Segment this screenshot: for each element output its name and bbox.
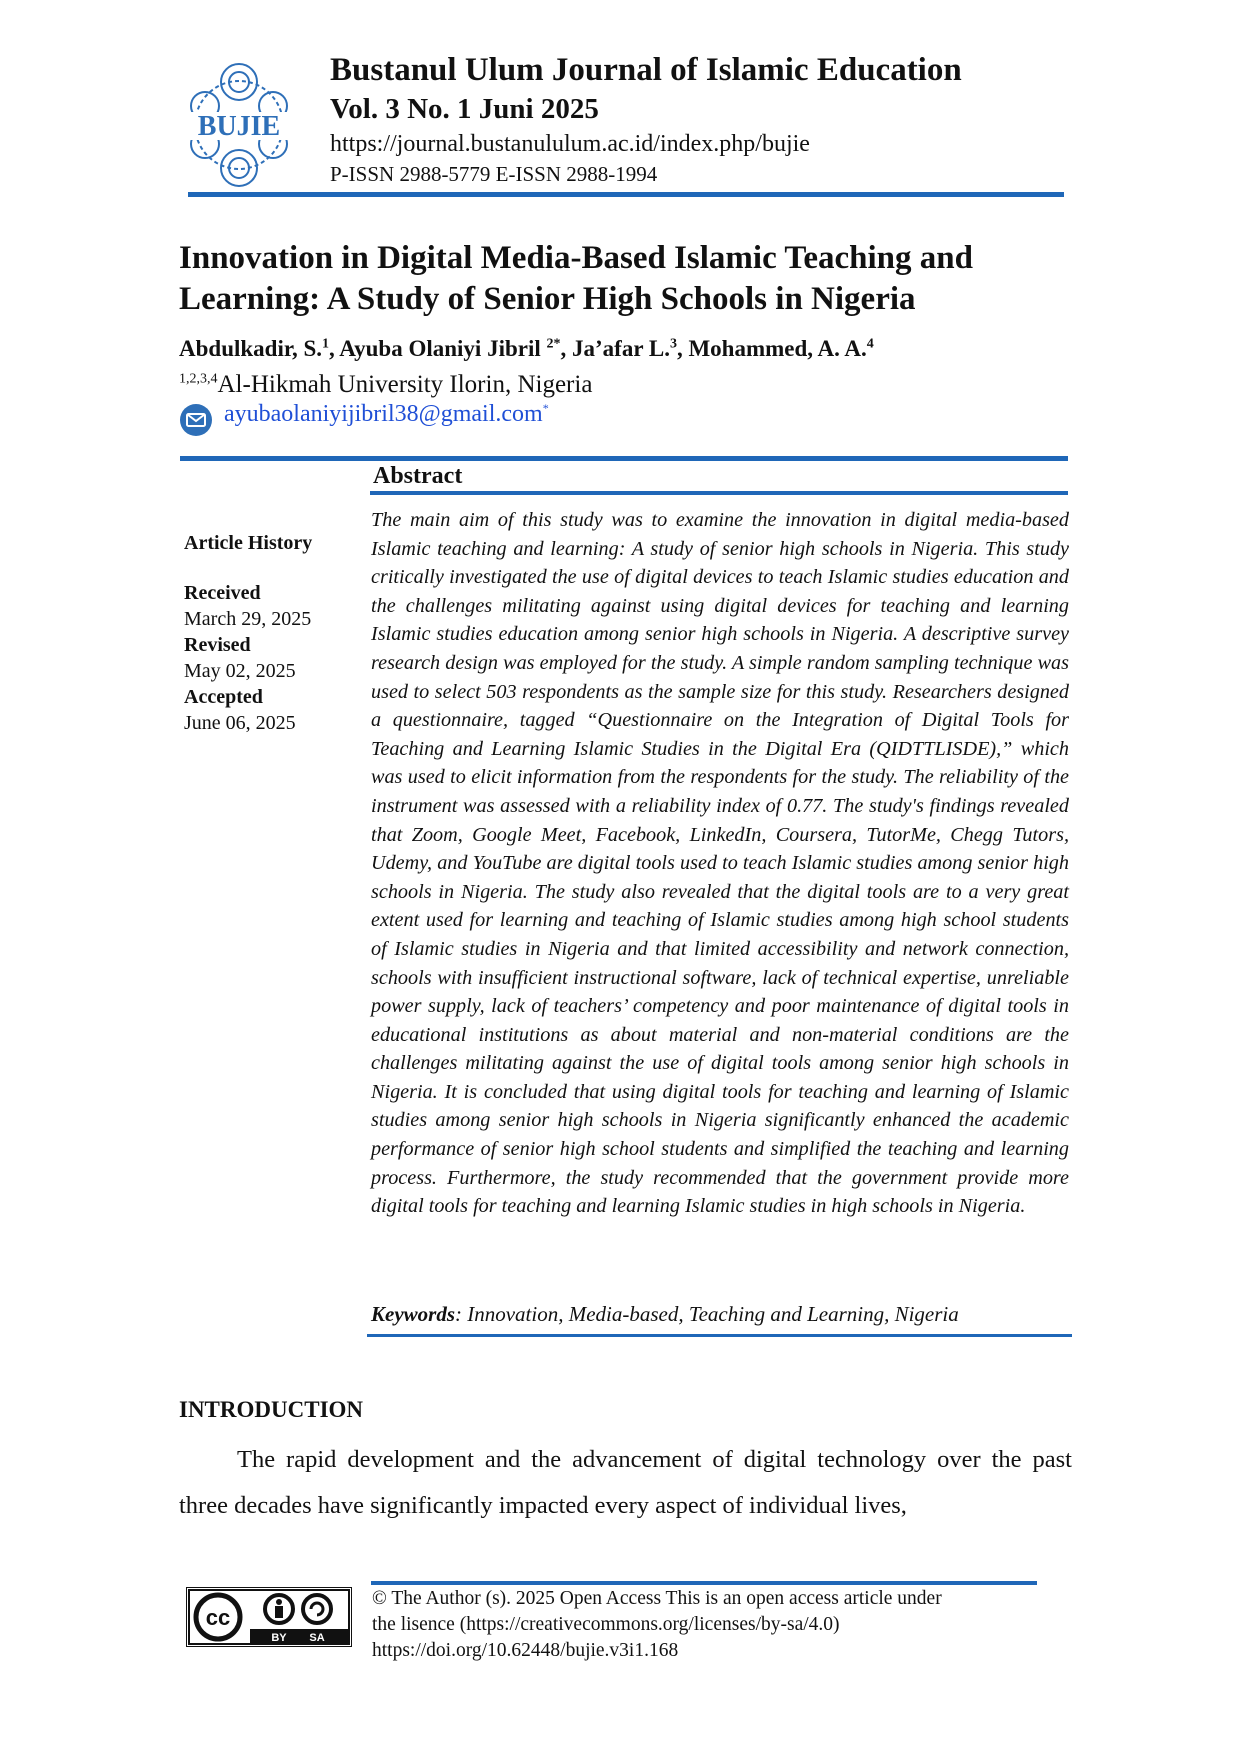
introduction-text: The rapid development and the advancement of digital technology over the past three decades have significantly impacted every aspect of individual lives, xyxy=(179,1446,1072,1519)
affiliation xyxy=(179,371,592,399)
footer-divider xyxy=(371,1581,1037,1585)
article-title: Innovation in Digital Media-Based Islamic Teaching and Learning: A Study of Senior High Schools in Nigeria xyxy=(179,240,973,317)
author-name: Mohammed, A. A. xyxy=(688,336,867,361)
author-sup: 1 xyxy=(322,336,329,352)
license-line-1: © The Author (s). 2025 Open Access This is an open access article under xyxy=(372,1588,942,1609)
header-divider xyxy=(188,192,1064,197)
journal-volume: Vol. 3 No. 1 Juni 2025 xyxy=(330,93,599,125)
received-date: March 29, 2025 xyxy=(184,608,312,630)
revised-date: May 02, 2025 xyxy=(184,660,296,682)
cc-by-sa-icon[interactable] xyxy=(186,1587,352,1647)
cc-sa-label: SA xyxy=(309,1632,325,1644)
abstract-divider xyxy=(370,491,1068,495)
author-list: Abdulkadir, S.$^1$, Ayuba Olaniyi Jibril $^{2*}$, Ja’afar L.$^3$, Mohammed, A. A.$^4$ xyxy=(179,336,874,361)
author-name: Abdulkadir, S. xyxy=(179,336,322,361)
doi-link[interactable]: https://doi.org/10.62448/bujie.v3i1.168 xyxy=(372,1640,679,1661)
author-sup: 3 xyxy=(669,336,677,352)
bujie-logo xyxy=(183,60,295,190)
author-name: Ayuba Olaniyi Jibril xyxy=(339,336,541,361)
author-sup: 4 xyxy=(866,336,874,352)
author-sup: 2* xyxy=(546,336,561,352)
keywords xyxy=(371,1302,959,1327)
author-email[interactable] xyxy=(224,401,549,428)
accepted-label: Accepted xyxy=(184,686,263,708)
keywords-divider xyxy=(367,1334,1072,1337)
journal-name: Bustanul Ulum Journal of Islamic Education xyxy=(330,52,962,88)
abstract-heading: Abstract xyxy=(373,463,463,489)
abstract-text: The main aim of this study was to examine the innovation in digital media-based Islamic teaching and learning: A study of senior high schools in Nigeria. This study critically investigated the use of digital devices to teach Islamic studies education and the challenges militating against using digital devices for teaching and learning Islamic studies education among senior high schools in Nigeria. A descriptive survey research design was employed for the study. A simple random sampling technique was used to select 503 respondents as the sample size for this study. Researchers designed a questionnaire, tagged “Questionnaire on the Integration of Digital Tools for Teaching and Learning Islamic Studies in the Digital Era (QIDTTLISDE),” which was used to elicit information from the respondents for the study. The reliability of the instrument was assessed with a reliability index of 0.77. The study's findings revealed that Zoom, Google Meet, Facebook, LinkedIn, Coursera, TutorMe, Chegg Tutors, Udemy, and YouTube are digital tools used to teach Islamic studies among senior high schools in Nigeria. The study also revealed that the digital tools are to a very great extent used for learning and teaching of Islamic studies among high school students of Islamic studies in Nigeria and that limited accessibility and network connection, schools with insufficient instructional software, lack of technical expertise, unreliable power supply, lack of teachers’ competency and poor maintenance of digital tools in educational institutions as about material and non-material conditions are the challenges militating against the use of digital tools among senior high schools in Nigeria. It is concluded that using digital tools for teaching and learning of Islamic studies among senior high schools in Nigeria significantly enhanced the academic performance of senior high school students and simplified the teaching and learning process. Furthermore, the study recommended that the government provide more digital tools for teaching and learning Islamic studies in high schools in Nigeria. xyxy=(371,509,1069,1218)
email-sup: * xyxy=(542,401,549,415)
logo-text: BUJIE xyxy=(197,111,281,142)
section-divider xyxy=(180,456,1068,461)
keywords-label: Keywords xyxy=(371,1302,455,1326)
introduction-heading: INTRODUCTION xyxy=(179,1397,364,1422)
accepted-date: June 06, 2025 xyxy=(184,712,296,734)
revised-label: Revised xyxy=(184,634,251,656)
keywords-text: : Innovation, Media-based, Teaching and Learning, Nigeria xyxy=(455,1302,959,1326)
cc-by-label: BY xyxy=(271,1632,287,1644)
journal-issn: P-ISSN 2988-5779 E-ISSN 2988-1994 xyxy=(330,162,658,186)
svg-text:cc: cc xyxy=(205,1605,231,1630)
license-line-2[interactable]: the lisence (https://creativecommons.org/licenses/by-sa/4.0) xyxy=(372,1614,840,1635)
received-label: Received xyxy=(184,582,261,604)
author-name: Ja’afar L. xyxy=(572,336,670,361)
email-address[interactable]: ayubaolaniyijibril38@gmail.com xyxy=(224,401,543,427)
email-icon xyxy=(180,404,212,436)
affiliation-sup: 1,2,3,4 xyxy=(179,371,218,387)
journal-url[interactable]: https://journal.bustanululum.ac.id/index.php/bujie xyxy=(330,131,810,157)
affiliation-text: Al-Hikmah University Ilorin, Nigeria xyxy=(217,371,593,398)
history-heading: Article History xyxy=(184,532,313,554)
